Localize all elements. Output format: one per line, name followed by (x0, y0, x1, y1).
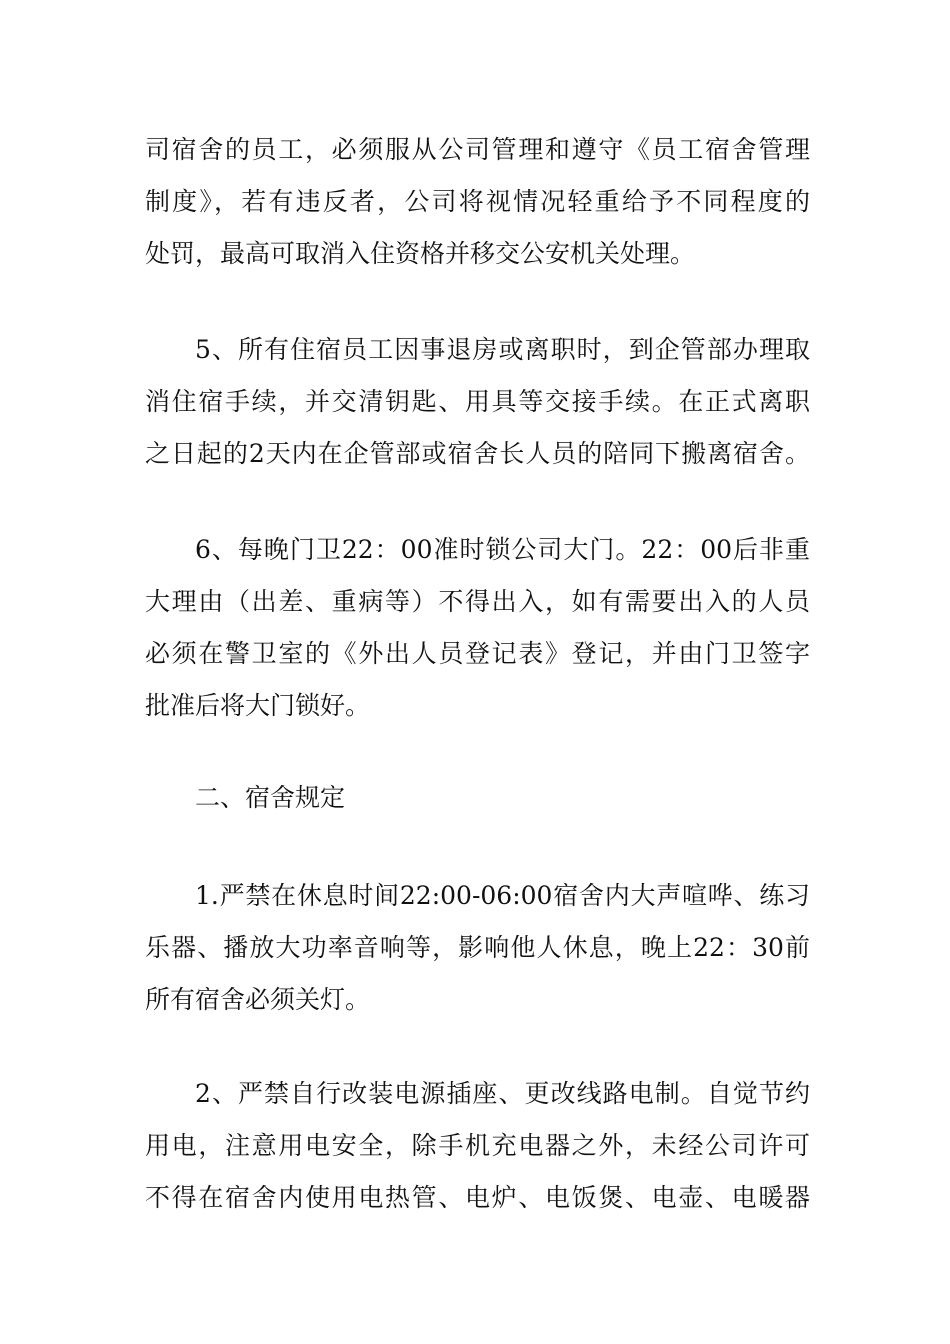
text-line: 必须在警卫室的《外出人员登记表》登记，并由门卫签字 (145, 639, 810, 668)
text-line: 2、严禁自行改装电源插座、更改线路电制。自觉节约 (195, 1079, 810, 1108)
text-line: 制度》，若有违反者，公司将视情况轻重给予不同程度的 (145, 187, 810, 216)
text-line: 5、所有住宿员工因事退房或离职时，到企管部办理取 (195, 335, 810, 364)
text-line: 6、每晚门卫22：00准时锁公司大门。22：00后非重 (195, 535, 810, 564)
paragraph-continuation (145, 124, 810, 280)
text-line: 大理由（出差、重病等）不得出入，如有需要出入的人员 (145, 587, 810, 616)
text-line: 用电，注意用电安全，除手机充电器之外，未经公司许可 (145, 1131, 810, 1160)
text-line: 之日起的2天内在企管部或宿舍长人员的陪同下搬离宿舍。 (145, 439, 810, 468)
section-heading (145, 772, 810, 824)
text-line: 消住宿手续，并交清钥匙、用具等交接手续。在正式离职 (145, 387, 810, 416)
text-line: 批准后将大门锁好。 (145, 691, 371, 720)
paragraph-rule-2 (145, 1068, 810, 1224)
paragraph-item-5 (145, 324, 810, 480)
text-line: 不得在宿舍内使用电热管、电炉、电饭煲、电壶、电暖器 (145, 1183, 810, 1212)
section-heading-text: 二、宿舍规定 (195, 783, 346, 812)
text-line: 1.严禁在休息时间22:00-06:00宿舍内大声喧哗、练习 (195, 881, 810, 910)
paragraph-item-6 (145, 524, 810, 732)
text-line: 处罚，最高可取消入住资格并移交公安机关处理。 (145, 239, 696, 268)
paragraph-rule-1 (145, 870, 810, 1026)
text-line: 所有宿舍必须关灯。 (145, 985, 371, 1014)
text-line: 乐器、播放大功率音响等，影响他人休息，晚上22：30前 (145, 933, 810, 962)
text-line: 司宿舍的员工，必须服从公司管理和遵守《员工宿舍管理 (145, 135, 810, 164)
